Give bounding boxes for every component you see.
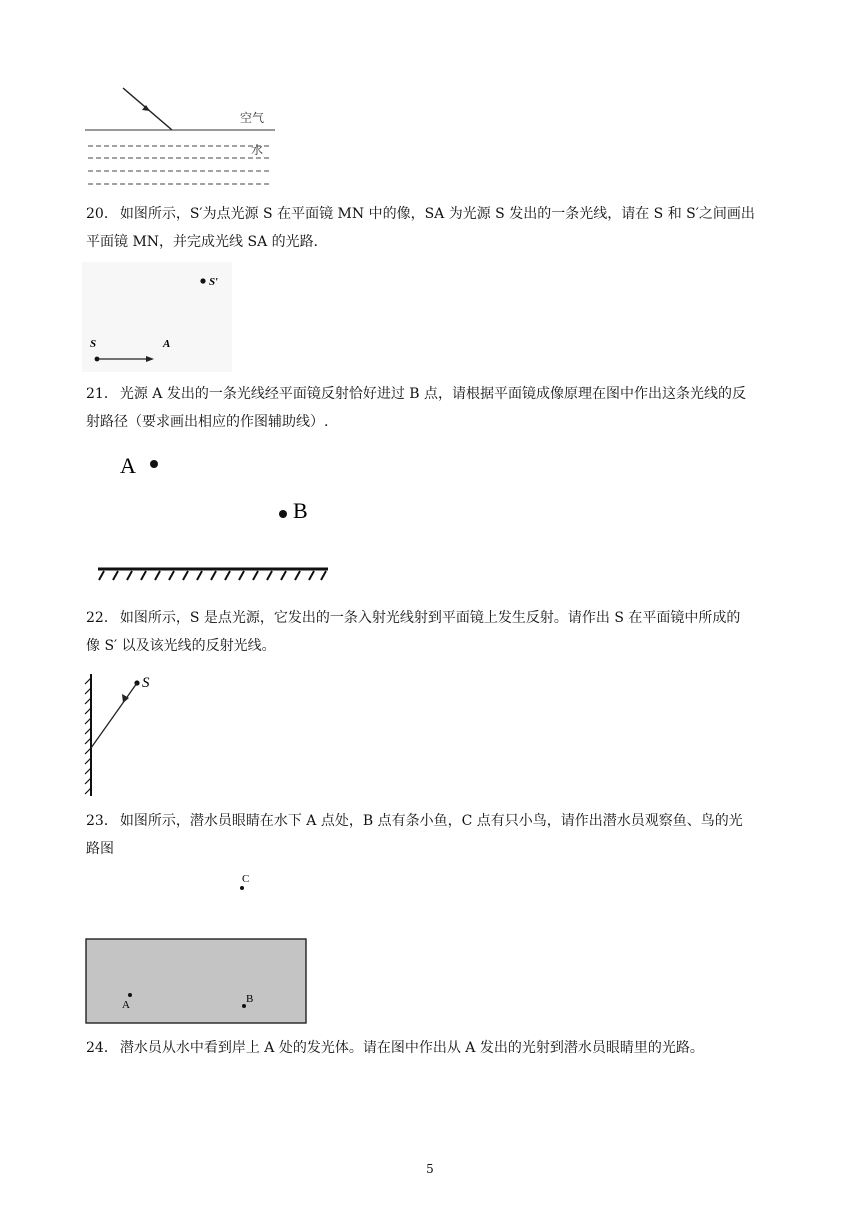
- s-prime-label: S′: [209, 276, 219, 288]
- question-22: [86, 604, 786, 660]
- vertical-mirror-figure: [80, 670, 180, 800]
- b-point: [279, 510, 287, 518]
- a-point: [128, 993, 132, 997]
- a-point: [150, 460, 158, 468]
- page-number: 5: [426, 1162, 434, 1176]
- mirror-hatching: [99, 571, 326, 580]
- b-point: [242, 1004, 246, 1008]
- question-20: [86, 200, 786, 256]
- air-water-interface-figure: [80, 80, 280, 190]
- incident-ray: [91, 683, 137, 748]
- question-23-line2: 路图: [86, 841, 114, 857]
- s-label: S: [142, 675, 150, 691]
- water-region: [86, 939, 306, 1023]
- question-21-line2: 射路径（要求画出相应的作图辅助线）.: [86, 414, 329, 430]
- question-22-line2: 像 S′ 以及该光线的反射光线。: [86, 638, 276, 654]
- b-label: B: [246, 993, 254, 1005]
- s-prime-point: [200, 278, 205, 283]
- water-label: 水: [251, 143, 264, 157]
- a-label: A: [163, 338, 171, 350]
- a-label: A: [120, 453, 136, 478]
- a-label: A: [122, 999, 130, 1011]
- c-point: [240, 886, 244, 890]
- question-24: [86, 1034, 786, 1062]
- c-label: C: [242, 873, 250, 885]
- mirror-image-figure: [80, 262, 240, 374]
- question-23: [86, 807, 786, 863]
- diver-fish-bird-figure: [82, 866, 312, 1026]
- question-20-line2: 平面镜 MN，并完成光线 SA 的光路．: [86, 234, 328, 250]
- question-24-line1: 24． 潜水员从水中看到岸上 A 处的发光体。请在图中作出从 A 发出的光射到潜水员眼睛里的光路。: [86, 1040, 704, 1056]
- question-20-line1: 20． 如图所示，S′为点光源 S 在平面镜 MN 中的像，SA 为光源 S 发出的一条光线，请在 S 和 S′之间画出: [86, 206, 755, 222]
- question-21: [86, 380, 786, 436]
- s-label: S: [90, 338, 97, 350]
- question-22-line1: 22． 如图所示，S 是点光源，它发出的一条入射光线射到平面镜上发生反射。请作出 S 在平面镜中所成的: [86, 610, 741, 626]
- air-label: 空气: [240, 111, 265, 125]
- question-21-line1: 21． 光源 A 发出的一条光线经平面镜反射恰好进过 B 点，请根据平面镜成像原理在图中作出这条光线的反: [86, 386, 747, 402]
- mirror-reflection-figure: [90, 448, 340, 588]
- b-label: B: [293, 498, 308, 523]
- question-23-line1: 23． 如图所示，潜水员眼睛在水下 A 点处，B 点有条小鱼，C 点有只小鸟，请作出潜水员观察鱼、鸟的光: [86, 813, 743, 829]
